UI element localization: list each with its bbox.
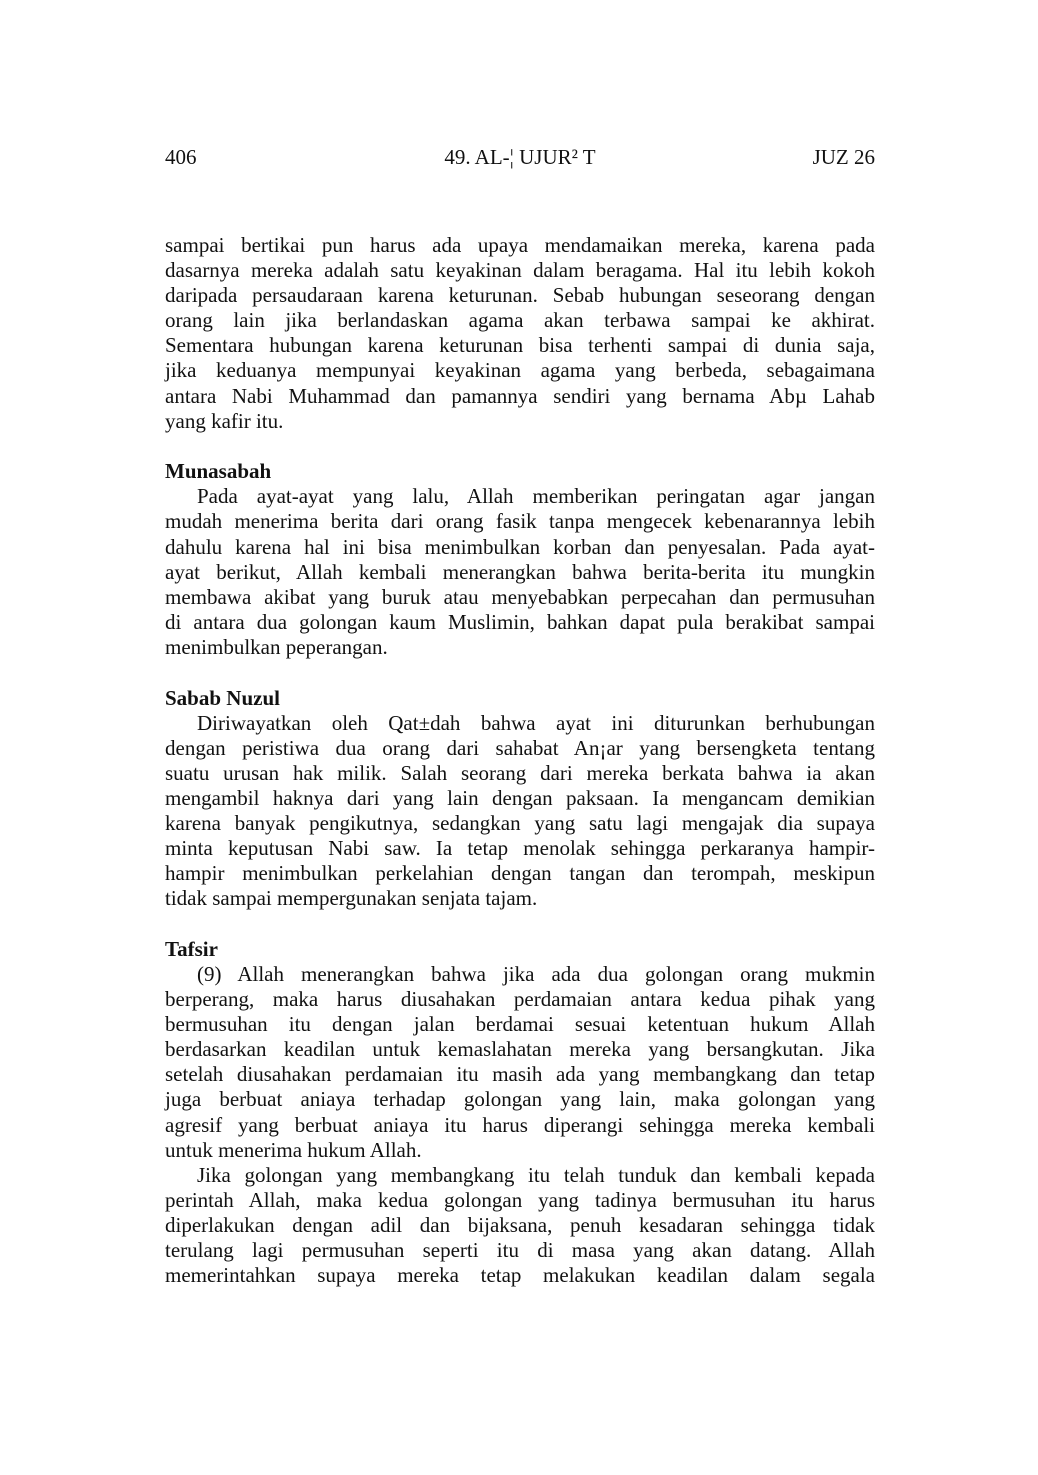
text-line: Sementara hubungan karena keturunan bisa terhenti sampai di dunia saja, [165, 333, 875, 358]
text-line: membawa akibat yang buruk atau menyebabkan perpecahan dan permusuhan [165, 584, 875, 609]
section [165, 459, 875, 660]
text-line: hampir menimbulkan perkelahian dengan tangan dan terompah, meskipun [165, 861, 875, 886]
juz-label: JUZ 26 [812, 145, 875, 169]
section-heading: Munasabah [165, 459, 272, 484]
section [165, 233, 875, 434]
paragraph [165, 711, 875, 912]
text-line: Pada ayat-ayat yang lalu, Allah memberikan peringatan agar jangan [197, 484, 875, 509]
text-line: mengambil haknya dari yang lain dengan paksaan. Ia mengancam demikian [165, 785, 875, 810]
body-text [165, 233, 875, 1314]
text-line: tidak sampai mempergunakan senjata tajam. [165, 886, 538, 911]
text-line: minta keputusan Nabi saw. Ia tetap menolak sehingga perkaranya hampir- [165, 836, 875, 861]
text-line: mudah menerima berita dari orang fasik tanpa mengecek kebenarannya lebih [165, 509, 875, 534]
section-heading: Tafsir [165, 936, 218, 961]
paragraph [165, 484, 875, 660]
text-line: perintah Allah, maka kedua golongan yang tadinya bermusuhan itu harus [165, 1187, 875, 1212]
text-line: jika keduanya mempunyai keyakinan agama yang berbeda, sebagaimana [165, 358, 875, 383]
text-line: Jika golongan yang membangkang itu telah tunduk dan kembali kepada [197, 1162, 875, 1187]
text-line: dasarnya mereka adalah satu keyakinan dalam beragama. Hal itu lebih kokoh [165, 258, 875, 283]
text-line: diperlakukan dengan adil dan bijaksana, penuh kesadaran sehingga tidak [165, 1212, 875, 1237]
text-line: berperang, maka harus diusahakan perdamaian antara kedua pihak yang [165, 987, 875, 1012]
page-header [165, 145, 875, 171]
text-line: dengan peristiwa dua orang dari sahabat An¡ar yang bersengketa tentang [165, 735, 875, 760]
text-line: sampai bertikai pun harus ada upaya mendamaikan mereka, karena pada [165, 233, 875, 257]
paragraph [165, 233, 875, 434]
text-line: orang lain jika berlandaskan agama akan terbawa sampai ke akhirat. [165, 308, 875, 333]
section-heading: Sabab Nuzul [165, 685, 280, 710]
text-line: berdasarkan keadilan untuk kemaslahatan mereka yang bersangkutan. Jika [165, 1037, 875, 1062]
text-line: terulang lagi permusuhan seperti itu di masa yang akan datang. Allah [165, 1237, 875, 1262]
text-line: yang kafir itu. [165, 408, 284, 433]
text-line: juga berbuat aniaya terhadap golongan yang lain, maka golongan yang [165, 1087, 875, 1112]
text-line: agresif yang berbuat aniaya itu harus diperangi sehingga mereka kembali [165, 1112, 875, 1137]
text-line: menimbulkan peperangan. [165, 634, 388, 659]
paragraph [165, 962, 875, 1163]
text-line: bermusuhan itu dengan jalan berdamai sesuai ketentuan hukum Allah [165, 1012, 875, 1037]
text-line: dahulu karena hal ini bisa menimbulkan korban dan penyesalan. Pada ayat- [165, 534, 875, 559]
paragraph [165, 1163, 875, 1288]
text-line: karena banyak pengikutnya, sedangkan yang satu lagi mengajak dia supaya [165, 810, 875, 835]
page-number: 406 [165, 145, 197, 169]
text-line: ayat berikut, Allah kembali menerangkan bahwa berita-berita itu mungkin [165, 559, 875, 584]
section [165, 937, 875, 1288]
text-line: di antara dua golongan kaum Muslimin, bahkan dapat pula berakibat sampai [165, 609, 875, 634]
text-line: (9) Allah menerangkan bahwa jika ada dua golongan orang mukmin [197, 961, 875, 986]
text-line: suatu urusan hak milik. Salah seorang dari mereka berkata bahwa ia akan [165, 760, 875, 785]
text-line: memerintahkan supaya mereka tetap melakukan keadilan dalam segala [165, 1263, 875, 1288]
text-line: Diriwayatkan oleh Qat±dah bahwa ayat ini diturunkan berhubungan [197, 710, 875, 735]
section [165, 686, 875, 912]
text-line: untuk menerima hukum Allah. [165, 1137, 422, 1162]
text-line: daripada persaudaraan karena keturunan. Sebab hubungan seseorang dengan [165, 283, 875, 308]
text-line: antara Nabi Muhammad dan pamannya sendiri yang bernama Abµ Lahab [165, 383, 875, 408]
text-line: setelah diusahakan perdamaian itu masih ada yang membangkang dan tetap [165, 1062, 875, 1087]
running-title: 49. AL-¦ UJUR² T [444, 145, 596, 169]
